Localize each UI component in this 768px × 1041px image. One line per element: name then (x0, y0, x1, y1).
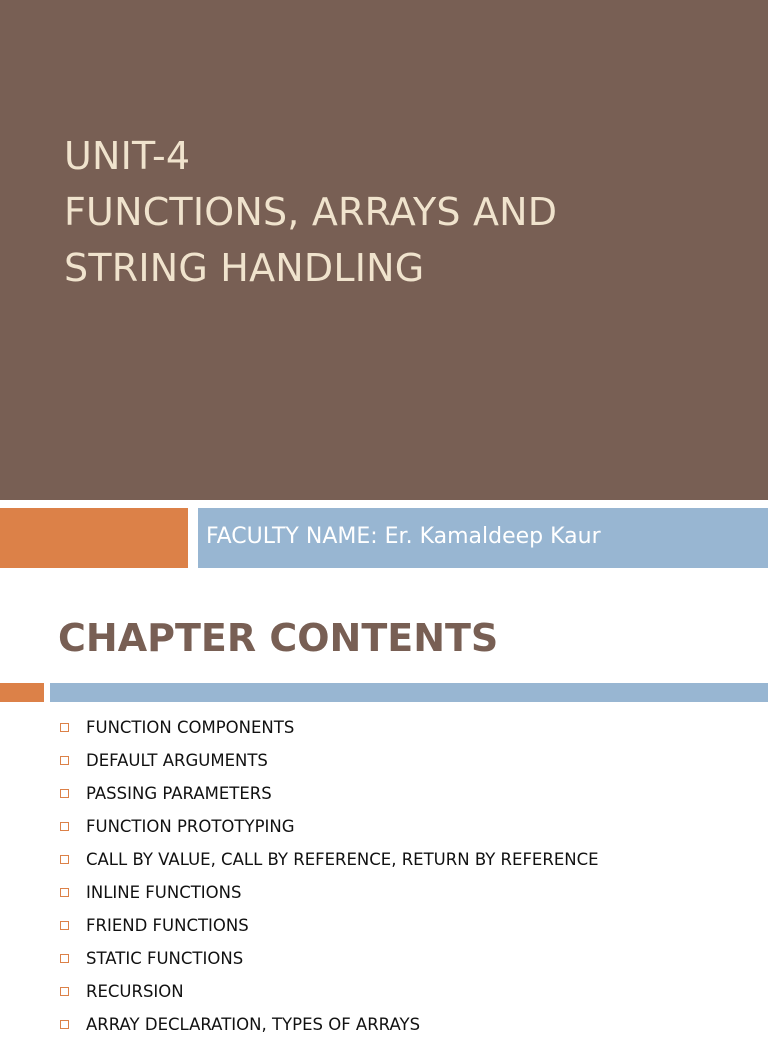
orange-rule (0, 683, 44, 702)
blue-rule (50, 683, 768, 702)
hollow-square-icon (60, 723, 69, 732)
title-line-unit: UNIT-4 (64, 134, 191, 178)
list-item (60, 942, 599, 975)
list-item-label: RECURSION (86, 982, 184, 1001)
list-item-label: FUNCTION COMPONENTS (86, 718, 295, 737)
list-item-label: FRIEND FUNCTIONS (86, 916, 249, 935)
list-item-label: CALL BY VALUE, CALL BY REFERENCE, RETURN BY REFERENCE (86, 850, 599, 869)
title-block (0, 0, 768, 500)
list-item (60, 843, 599, 876)
hollow-square-icon (60, 987, 69, 996)
contents-slide (0, 568, 768, 1034)
hollow-square-icon (60, 822, 69, 831)
list-item (60, 876, 599, 909)
title-line-topic-1: FUNCTIONS, ARRAYS AND (64, 190, 558, 234)
hollow-square-icon (60, 888, 69, 897)
contents-list (60, 711, 599, 1041)
hollow-square-icon (60, 954, 69, 963)
hollow-square-icon (60, 1020, 69, 1029)
list-item-label: FUNCTION PROTOTYPING (86, 817, 295, 836)
faculty-name: FACULTY NAME: Er. Kamaldeep Kaur (206, 524, 601, 549)
list-item-label: PASSING PARAMETERS (86, 784, 272, 803)
list-item (60, 909, 599, 942)
slide-title (64, 128, 744, 296)
list-item (60, 1008, 599, 1041)
hollow-square-icon (60, 756, 69, 765)
list-item-label: INLINE FUNCTIONS (86, 883, 242, 902)
list-item (60, 744, 599, 777)
list-item-label: ARRAY DECLARATION, TYPES OF ARRAYS (86, 1015, 421, 1034)
list-item-label: DEFAULT ARGUMENTS (86, 751, 268, 770)
faculty-bar (198, 508, 768, 568)
list-item (60, 975, 599, 1008)
hollow-square-icon (60, 921, 69, 930)
list-item (60, 810, 599, 843)
list-item (60, 777, 599, 810)
hollow-square-icon (60, 855, 69, 864)
title-line-topic-2: STRING HANDLING (64, 246, 425, 290)
hollow-square-icon (60, 789, 69, 798)
contents-title: CHAPTER CONTENTS (58, 616, 499, 660)
orange-accent-block (0, 508, 188, 568)
list-item (60, 711, 599, 744)
list-item-label: STATIC FUNCTIONS (86, 949, 244, 968)
